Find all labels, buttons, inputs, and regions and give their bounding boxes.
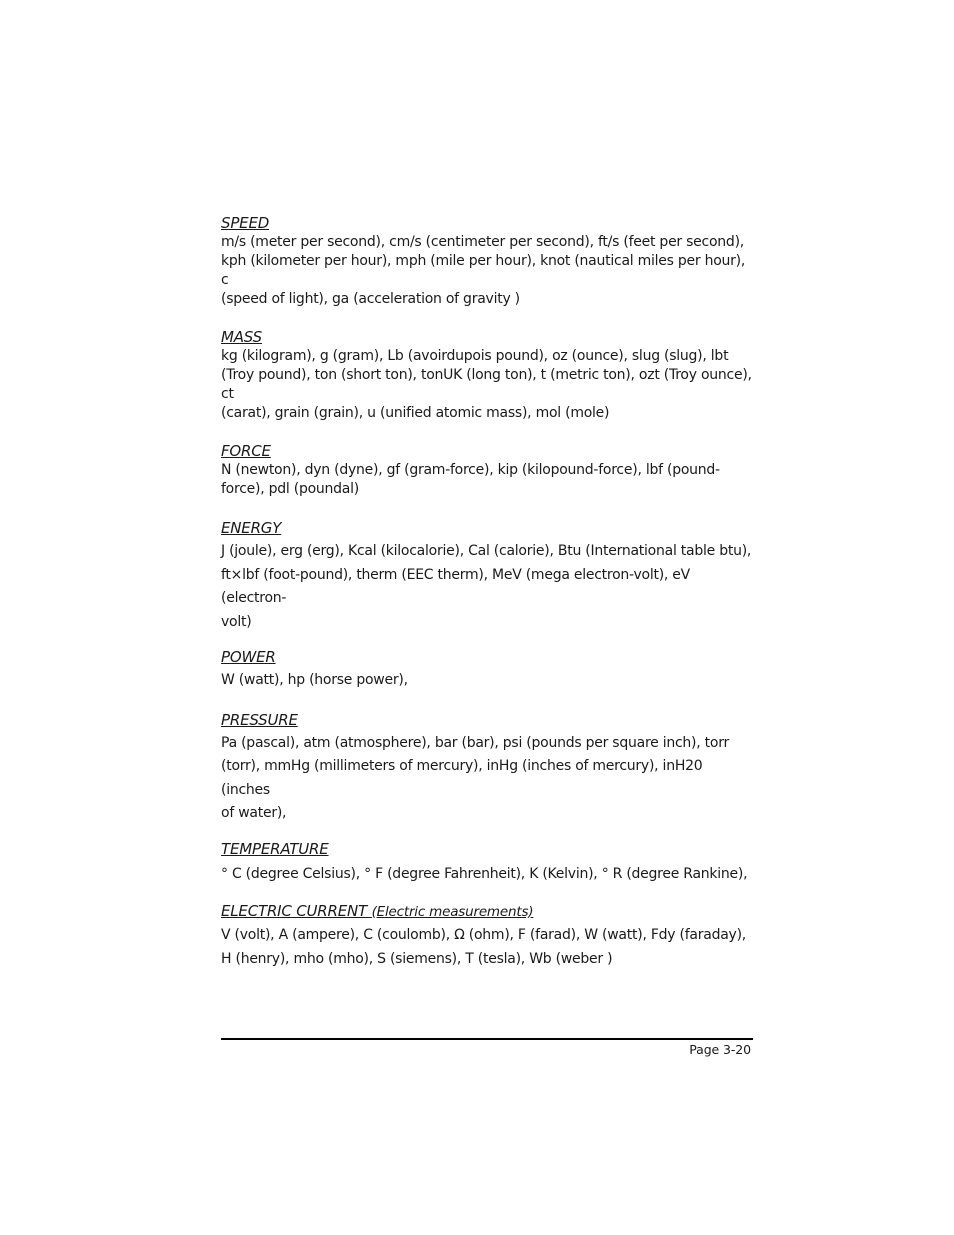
section-body-temperature: ° C (degree Celsius), ° F (degree Fahrenheit), K (Kelvin), ° R (degree Rankine),	[221, 865, 748, 882]
section-heading-energy: ENERGY	[221, 519, 282, 537]
section-speed	[221, 214, 753, 309]
section-pressure	[221, 711, 753, 826]
section-electric-current	[221, 902, 753, 971]
section-heading-force: FORCE	[221, 442, 271, 460]
section-heading-power: POWER	[221, 648, 276, 666]
section-body-pressure: Pa (pascal), atm (atmosphere), bar (bar), psi (pounds per square inch), torr (torr), mmHg (millimeters of mercury), inHg (inches of mercury), inH20 (inches of water),	[221, 734, 729, 821]
section-body-force: N (newton), dyn (dyne), gf (gram-force), kip (kilopound-force), lbf (pound- force), pdl (poundal)	[221, 462, 720, 497]
footer-divider	[221, 1038, 753, 1040]
section-force	[221, 442, 753, 499]
section-heading-speed: SPEED	[221, 214, 270, 232]
page-number: Page 3-20	[689, 1042, 751, 1057]
section-power	[221, 648, 753, 693]
page-content	[221, 214, 753, 971]
section-temperature	[221, 840, 753, 887]
heading-main: ELECTRIC CURRENT	[221, 902, 367, 920]
section-heading-mass: MASS	[221, 328, 262, 346]
section-energy	[221, 519, 753, 634]
section-heading-temperature: TEMPERATURE	[221, 839, 329, 858]
section-body-energy: J (joule), erg (erg), Kcal (kilocalorie), Cal (calorie), Btu (International table btu), ft×lbf (foot-pound), therm (EEC therm), MeV (mega electron-volt), eV (electron- volt)	[221, 543, 752, 630]
section-body-electric-current: V (volt), A (ampere), C (coulomb), Ω (ohm), F (farad), W (watt), Fdy (faraday), H (henry), mho (mho), S (siemens), T (tesla), Wb (weber )	[221, 927, 746, 967]
section-mass	[221, 328, 753, 423]
section-body-power: W (watt), hp (horse power),	[221, 672, 408, 688]
section-body-mass: kg (kilogram), g (gram), Lb (avoirdupois pound), oz (ounce), slug (slug), lbt (Troy pound), ton (short ton), tonUK (long ton), t (metric ton), ozt (Troy ounce), ct (carat), grain (grain), u (unified atomic mass), mol (mole)	[221, 348, 752, 421]
heading-subtitle: (Electric measurements)	[371, 904, 534, 920]
section-heading-pressure: PRESSURE	[221, 710, 298, 729]
section-body-speed: m/s (meter per second), cm/s (centimeter per second), ft/s (feet per second), kph (kilometer per hour), mph (mile per hour), knot (nautical miles per hour), c (speed of light), ga (acceleration of gravity )	[221, 234, 746, 307]
section-heading-electric-current	[221, 902, 753, 922]
